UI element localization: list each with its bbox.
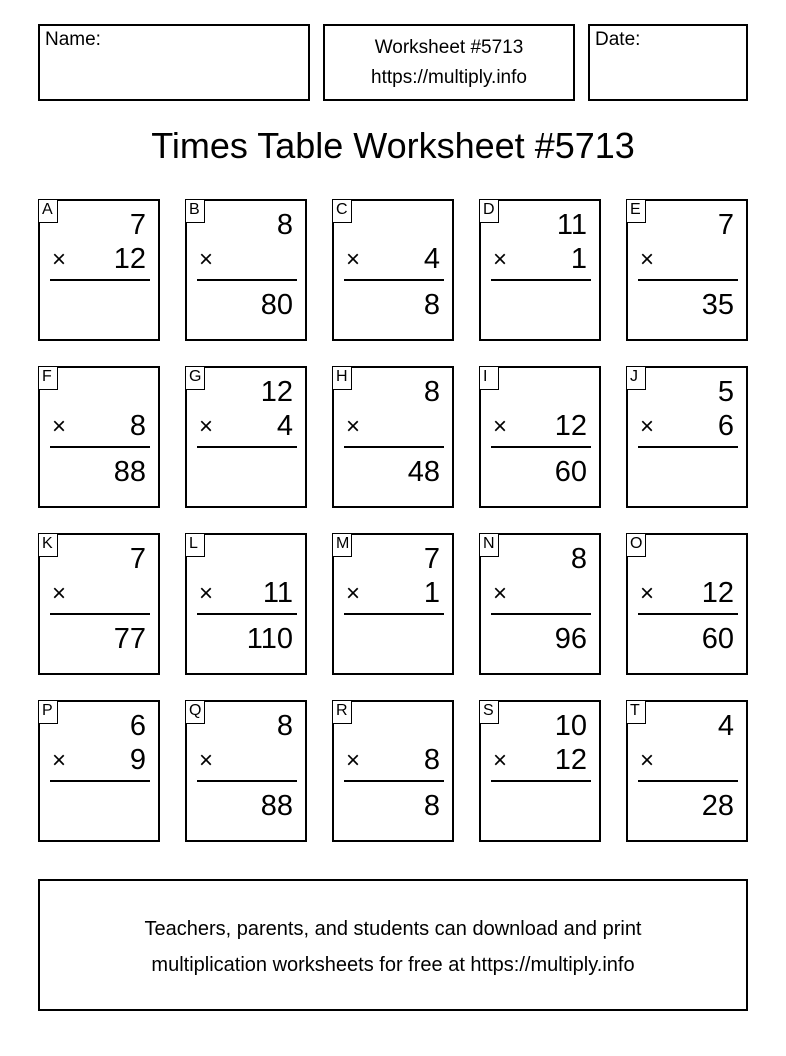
problem-letter: Q	[185, 700, 205, 724]
problem-card-q[interactable]	[185, 700, 307, 842]
problem-letter: P	[38, 700, 58, 724]
product: 60	[701, 623, 734, 655]
answer-line	[491, 780, 591, 782]
problem-card-k[interactable]	[38, 533, 160, 675]
bottom-factor: 12	[113, 243, 146, 275]
bottom-factor: 11	[262, 577, 293, 609]
times-symbol: ×	[640, 580, 655, 607]
problem-card-d[interactable]	[479, 199, 601, 341]
top-factor: 7	[129, 209, 146, 241]
problem-card-e[interactable]	[626, 199, 748, 341]
product: 60	[554, 456, 587, 488]
product: 8	[423, 790, 440, 822]
answer-line	[344, 446, 444, 448]
product: 88	[113, 456, 146, 488]
problem-letter: T	[626, 700, 646, 724]
top-factor: 5	[717, 376, 734, 408]
times-symbol: ×	[52, 580, 67, 607]
footer-text-line-2: multiplication worksheets for free at https://multiply.info	[151, 954, 635, 976]
top-factor: 8	[276, 710, 293, 742]
times-symbol: ×	[346, 413, 361, 440]
answer-line	[50, 279, 150, 281]
problem-letter: J	[626, 366, 646, 390]
bottom-factor: 6	[717, 410, 734, 442]
answer-line	[638, 279, 738, 281]
answer-line	[344, 279, 444, 281]
problem-card-a[interactable]	[38, 199, 160, 341]
times-symbol: ×	[493, 246, 508, 273]
answer-line	[197, 279, 297, 281]
problem-card-l[interactable]	[185, 533, 307, 675]
product: 88	[260, 790, 293, 822]
problem-card-n[interactable]	[479, 533, 601, 675]
problem-card-g[interactable]	[185, 366, 307, 508]
answer-line	[491, 613, 591, 615]
answer-line	[638, 780, 738, 782]
times-symbol: ×	[493, 580, 508, 607]
top-factor: 7	[129, 543, 146, 575]
answer-line	[197, 446, 297, 448]
top-factor: 10	[554, 710, 587, 742]
bottom-factor: 8	[423, 744, 440, 776]
answer-line	[638, 446, 738, 448]
problem-letter: G	[185, 366, 205, 390]
problem-letter: M	[332, 533, 352, 557]
product: 35	[701, 289, 734, 321]
top-factor: 8	[423, 376, 440, 408]
date-label: Date:	[595, 29, 641, 50]
footer-box	[38, 879, 748, 1011]
times-symbol: ×	[493, 413, 508, 440]
problem-card-f[interactable]	[38, 366, 160, 508]
top-factor: 7	[423, 543, 440, 575]
problem-letter: I	[479, 366, 499, 390]
answer-line	[50, 446, 150, 448]
product: 8	[423, 289, 440, 321]
times-symbol: ×	[199, 747, 214, 774]
times-symbol: ×	[640, 747, 655, 774]
problem-card-p[interactable]	[38, 700, 160, 842]
bottom-factor: 1	[570, 243, 587, 275]
times-symbol: ×	[346, 246, 361, 273]
top-factor: 8	[570, 543, 587, 575]
problem-letter: A	[38, 199, 58, 223]
problem-card-i[interactable]	[479, 366, 601, 508]
top-factor: 12	[260, 376, 293, 408]
times-symbol: ×	[199, 580, 214, 607]
top-factor: 6	[129, 710, 146, 742]
answer-line	[197, 780, 297, 782]
problem-card-b[interactable]	[185, 199, 307, 341]
product: 110	[246, 623, 293, 655]
bottom-factor: 12	[554, 744, 587, 776]
times-symbol: ×	[199, 246, 214, 273]
answer-line	[638, 613, 738, 615]
bottom-factor: 8	[129, 410, 146, 442]
bottom-factor: 9	[129, 744, 146, 776]
times-symbol: ×	[52, 246, 67, 273]
product: 80	[260, 289, 293, 321]
times-symbol: ×	[346, 580, 361, 607]
bottom-factor: 12	[554, 410, 587, 442]
problem-card-j[interactable]	[626, 366, 748, 508]
problem-letter: E	[626, 199, 646, 223]
top-factor: 4	[717, 710, 734, 742]
answer-line	[344, 613, 444, 615]
times-symbol: ×	[52, 747, 67, 774]
answer-line	[50, 780, 150, 782]
footer-text-line-1: Teachers, parents, and students can download and print	[144, 918, 642, 940]
problem-card-m[interactable]	[332, 533, 454, 675]
answer-line	[491, 279, 591, 281]
answer-line	[491, 446, 591, 448]
name-label: Name:	[45, 29, 101, 50]
product: 77	[113, 623, 146, 655]
problem-letter: O	[626, 533, 646, 557]
product: 48	[407, 456, 440, 488]
times-symbol: ×	[52, 413, 67, 440]
worksheet-number: Worksheet #5713	[374, 37, 524, 58]
problem-letter: K	[38, 533, 58, 557]
answer-line	[344, 780, 444, 782]
problem-card-s[interactable]	[479, 700, 601, 842]
problem-card-r[interactable]	[332, 700, 454, 842]
problem-letter: R	[332, 700, 352, 724]
page-title: Times Table Worksheet #5713	[151, 125, 635, 166]
times-symbol: ×	[640, 413, 655, 440]
top-factor: 7	[717, 209, 734, 241]
problem-card-h[interactable]	[332, 366, 454, 508]
times-symbol: ×	[493, 747, 508, 774]
problem-letter: B	[185, 199, 205, 223]
times-symbol: ×	[199, 413, 214, 440]
problem-card-c[interactable]	[332, 199, 454, 341]
times-symbol: ×	[346, 747, 361, 774]
problem-letter: D	[479, 199, 499, 223]
top-factor: 11	[556, 209, 587, 241]
problem-letter: S	[479, 700, 499, 724]
problem-letter: F	[38, 366, 58, 390]
problem-letter: N	[479, 533, 499, 557]
problem-card-t[interactable]	[626, 700, 748, 842]
bottom-factor: 12	[701, 577, 734, 609]
problem-letter: L	[185, 533, 205, 557]
times-symbol: ×	[640, 246, 655, 273]
answer-line	[197, 613, 297, 615]
product: 28	[701, 790, 734, 822]
problem-letter: H	[332, 366, 352, 390]
worksheet-url: https://multiply.info	[371, 67, 527, 88]
bottom-factor: 1	[423, 577, 440, 609]
top-factor: 8	[276, 209, 293, 241]
answer-line	[50, 613, 150, 615]
bottom-factor: 4	[276, 410, 293, 442]
product: 96	[554, 623, 587, 655]
bottom-factor: 4	[423, 243, 440, 275]
problem-card-o[interactable]	[626, 533, 748, 675]
problem-letter: C	[332, 199, 352, 223]
